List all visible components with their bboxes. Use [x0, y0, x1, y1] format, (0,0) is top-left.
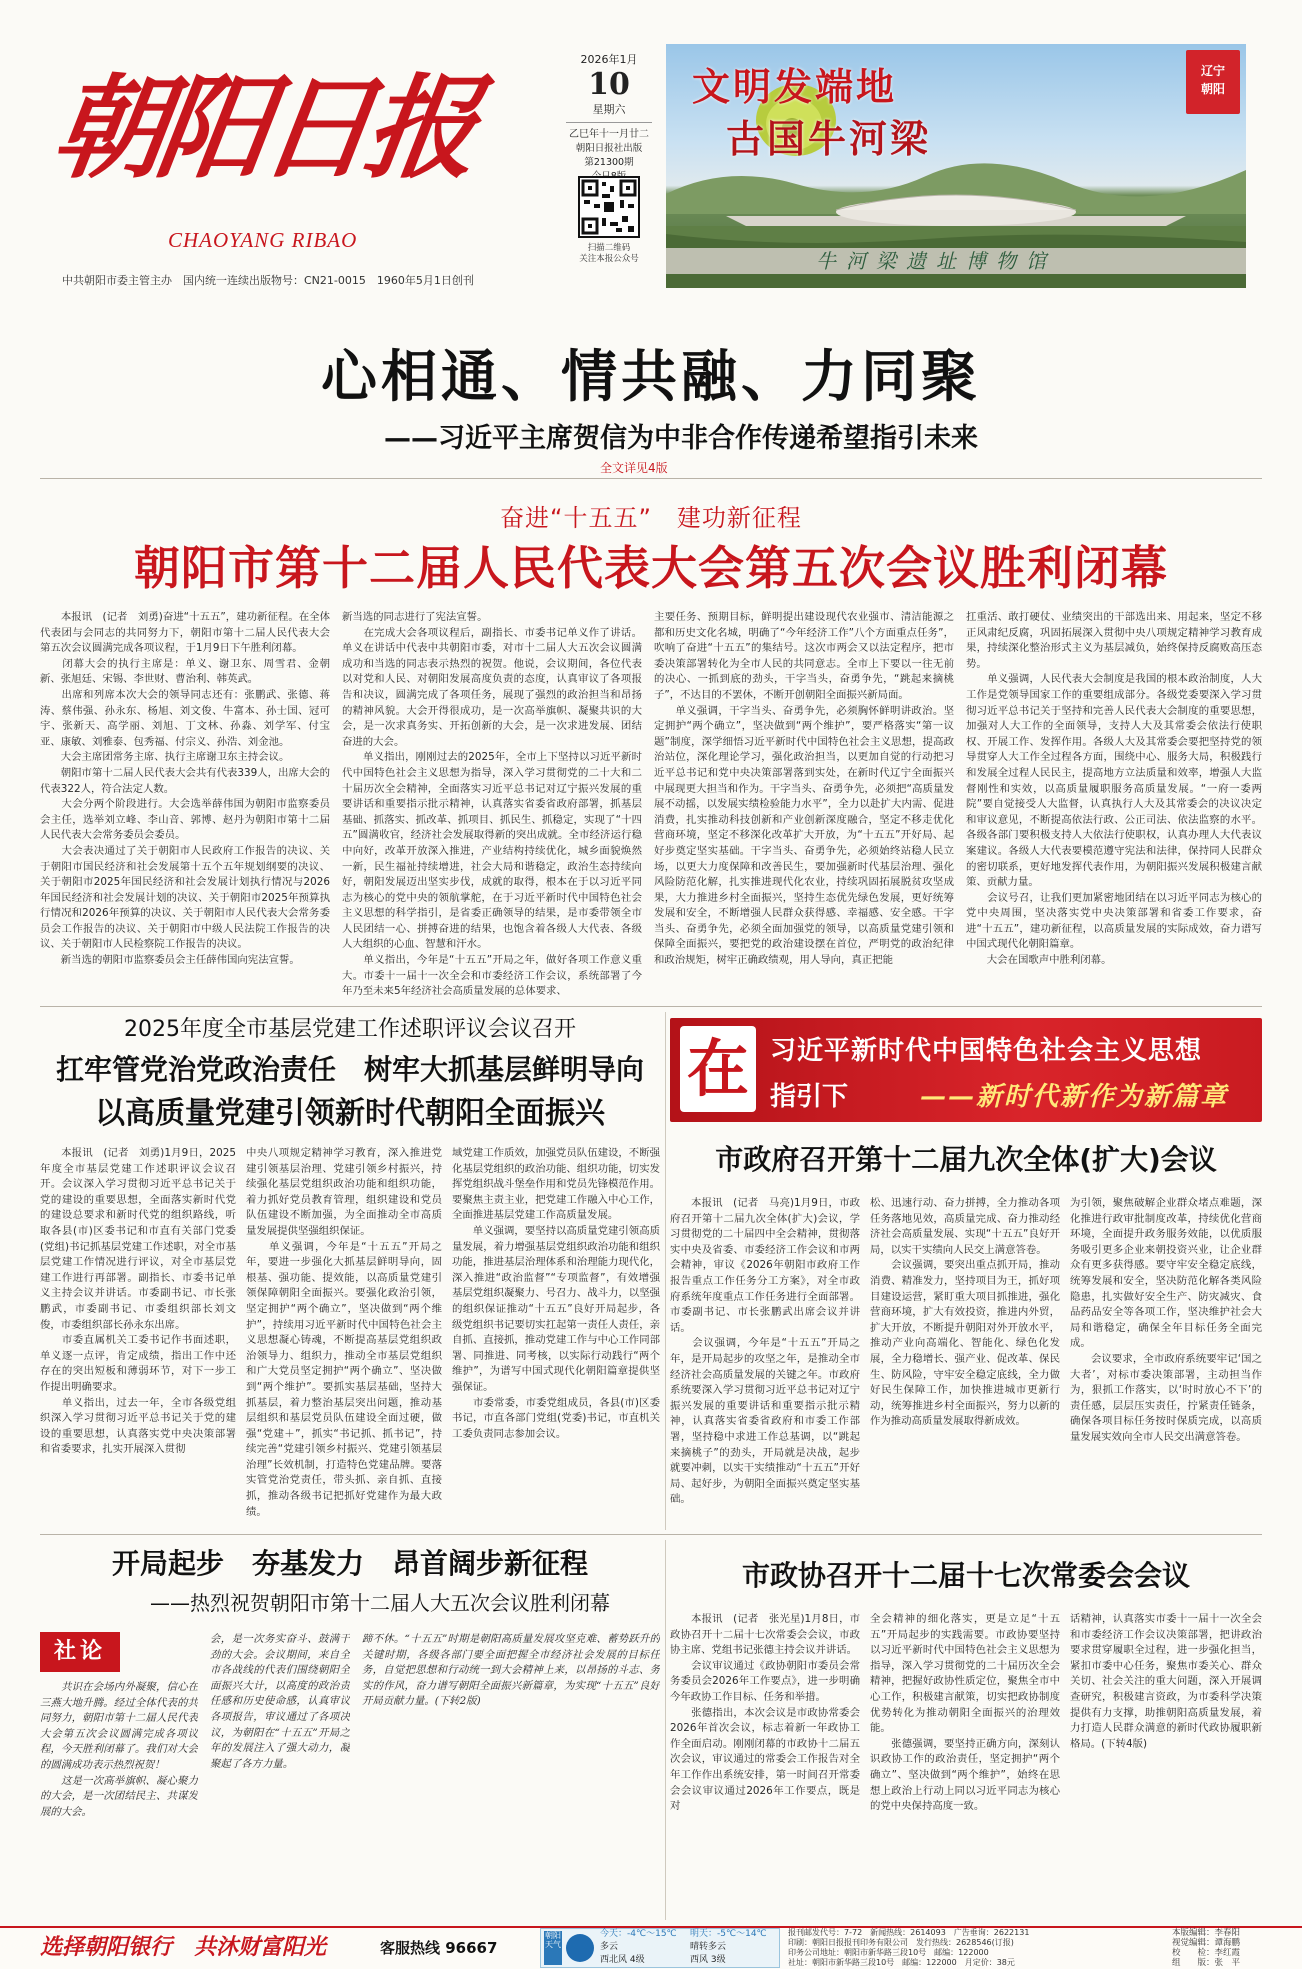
banner-line-3: ——新时代新作为新篇章 [920, 1082, 1229, 1112]
staff-credit-layout: 组 版：张 平 [1172, 1958, 1241, 1968]
story3-column-3: 为引领，聚焦破解企业群众堵点难题，深化推进行政审批制度改革，持续优化营商环境，全面提升政务服务效能，以优质服务吸引更多企业来朝投资兴业，让企业群众有更多获得感。要守牢安全稳定底线，统筹发展和安全，坚决防范化解各类风险隐患，扎实做好安全生产、防灾减灾、食品药品安全等各项工作，坚决维护社会大局和谐稳定，确保全年目标任务全面完成。 会议要求，全市政府系统要牢记‘国之大者’，对标市委决策部署，主动担当作为，狠抓工作落实，以‘时时放心不下’的责任感，层层压实责任，拧紧责任链条，确保各项目标任务按时保质完成，以高质量发展实效向全市人民交出满意答卷。 [1070, 1197, 1262, 1443]
lead-jump[interactable]: 全文详见4版 [600, 461, 668, 475]
story2-headline-2[interactable]: 以高质量党建引领新时代朝阳全面振兴 [95, 1096, 605, 1131]
weather-tomorrow [690, 1928, 767, 1967]
date-year-month: 2026年1月 [580, 53, 638, 66]
editorial-label: 社论 [40, 1632, 120, 1672]
masthead [0, 0, 1302, 296]
story2-kicker: 2025年度全市基层党建工作述职评议会议召开 [124, 1017, 576, 1042]
story2-headline-1[interactable]: 扛牢管党治党政治责任 树牢大抓基层鲜明导向 [55, 1053, 644, 1086]
weather-today-label: 今天： [600, 1929, 628, 1939]
editorial-headline[interactable]: 开局起步 夯基发力 昂首阔步新征程 [111, 1547, 588, 1580]
promo-badge-line1: 辽宁 [1200, 64, 1225, 78]
masthead-title: 朝阳日报 [44, 63, 480, 194]
editorial-column-2: 会，是一次务实奋斗、鼓满干劲的大会。会议期间，来自全市各战线的代表们围绕朝阳全面振兴大计，以高度的政治责任感和历史使命感，认真审议各项报告，审议通过了各项决议，为朝阳在“十五五”开局之年的发展注入了强大动力，凝聚起了各方力量。 [210, 1633, 350, 1770]
qr-caption-line1: 扫描二维码 [587, 243, 631, 253]
weather-tomorrow-label: 明天： [690, 1929, 718, 1939]
story2-column-2: 中央八项规定精神学习教育，深入推进党建引领基层治理、党建引领乡村振兴，持续强化基层党组织政治功能和组织功能，着力抓好党员教育管理，组织建设和党员队伍建设不断加强，为全面推动全市高质量发展提供坚强组织保证。 单义强调，今年是“十五五”开局之年，要进一步强化大抓基层鲜明导向，固根基、强功能、提效能，以高质量党建引领保障朝阳全面振兴。要强化政治引领，坚定拥护“两个确立”，坚决做到“两个维护”，持续用习近平新时代中国特色社会主义思想凝心铸魂，不断提高基层党组织政治领导力、组织力，推动全市基层党组织和广大党员坚定拥护“两个确立”、坚决做到“两个维护”。要抓实基层基础，坚持大抓基层，着力整治基层突出问题，推动基层组织和基层党员队伍建设全面过硬，做强“党建＋”，抓实“书记抓、抓书记”，持续完善“党建引领乡村振兴、党建引领基层治理”长效机制，打造特色党建品牌。要落实管党治党责任，带头抓、亲自抓、直接抓，推动各级书记把抓好党建作为最大政绩。 [246, 1147, 442, 1518]
publication-info-1: 报刊邮发代号：7-72 新闻热线：2614093 广告垂询：2622131 [788, 1928, 1030, 1937]
banner-big-char: 在 [680, 1026, 756, 1112]
story4-column-3: 话精神，认真落实市委十一届十一次全会和市委经济工作会议决策部署，把讲政治要求贯穿履职全过程，进一步强化担当，紧扣市委中心任务，聚焦市委关心、群众关切、社会关注的重大问题，深入开展调查研究，积极建言资政，为市委科学决策提供有力支撑，助推朝阳高质量发展，着力打造人民群众满意的新时代政协履职新格局。(下转4版) [1070, 1613, 1262, 1750]
story1-column-1: 本报讯 (记者 刘勇)奋进“十五五”，建功新征程。在全体代表团与会同志的共同努力下，朝阳市第十二届人民代表大会第五次会议圆满完成各项议程，于1月9日下午胜利闭幕。 闭幕大会的执行主席是：单义、谢卫东、周雪君、金朝新、张旭廷、宋锡、李世财、曹治利、韩英武。 出席和列席本次大会的领导同志还有：张鹏武、张德、蒋涛、蔡伟强、孙永东、杨旭、刘文俊、牛富本、孙士国、冠可宇、张新天、高学丽、刘旭、丁文林、孙淼、刘学军、付宝亚、康敏、刘雅泰、包秀福、付宗义、孙浩、刘金池。 大会主席团常务主席、执行主席谢卫东主持会议。 朝阳市第十二届人民代表大会共有代表339人，出席大会的代表322人，符合法定人数。 大会分两个阶段进行。大会选举薛伟国为朝阳市监察委员会主任，选举刘立峰、李山音、郭博、赵丹为朝阳市第十二届人民代表大会常务委员会委员。 大会表决通过了关于朝阳市人民政府工作报告的决议、关于朝阳市国民经济和社会发展第十五个五年规划纲要的决议、关于朝阳市2025年国民经济和社会发展计划执行情况与2026年国民经济和社会发展计划的决议、关于朝阳市2025年预算执行情况和2026年预算的决议、关于朝阳市人民代表大会常务委员会工作报告的决议、关于朝阳市中级人民法院工作报告的决议、关于朝阳市人民检察院工作报告的决议。 新当选的朝阳市监察委员会主任薛伟国向宪法宣誓。 [40, 611, 330, 967]
story3-column-1: 本报讯 (记者 马亮)1月9日，市政府召开第十二届九次全体(扩大)会议，学习贯彻党的二十届四中全会精神，贯彻落实中央及省委、市委经济工作会议和市两会精神，审议《2026年朝阳市政府工作报告重点工作任务分工方案》，对全市政府系统年度重点工作任务进行全面部署。市委副书记、市长张鹏武出席会议并讲话。 会议强调，今年是“十五五”开局之年，是开局起步的攻坚之年，是推动全市经济社会高质量发展的关键之年。市政府系统要深入学习贯彻习近平总书记对辽宁振兴发展的重要讲话和重要指示批示精神，认真落实省委省政府和市委工作部署，坚持稳中求进工作总基调，以“跳起来摘桃子”的劲头，开局就是决战，起步就要冲刺，以实干实绩推动“十五五”开好局、起好步，为朝阳全面振兴奠定坚实基础。 [670, 1197, 860, 1506]
bank-ad-slogan[interactable]: 选择朝阳银行 共沐财富阳光 [40, 1934, 327, 1960]
promo-badge-line2: 朝阳 [1200, 82, 1225, 96]
story1-headline[interactable]: 朝阳市第十二届人民代表大会第五次会议胜利闭幕 [134, 541, 1168, 595]
weather-today-cond: 多云 [600, 1942, 619, 1952]
promo-title-1: 文明发端地 [692, 64, 898, 109]
story4-headline[interactable]: 市政协召开十二届十七次常委会会议 [741, 1559, 1190, 1592]
date-block [560, 52, 658, 184]
weather-tomorrow-temp: -5℃～14℃ [717, 1929, 767, 1939]
issue-number: 第21300期 [584, 157, 634, 168]
staff-credits [1172, 1928, 1272, 1968]
qr-caption-line2: 关注本报公众号 [579, 254, 639, 264]
lead-subhead: ——习近平主席贺信为中非合作传递希望指引未来 [384, 423, 978, 454]
promo-title-2: 古国牛河梁 [726, 116, 932, 161]
masthead-meta: 中共朝阳市委主管主办 国内统一连续出版物号：CN21-0015 1960年5月1日创刊 [62, 274, 474, 287]
weather-tomorrow-wind: 西风 3级 [690, 1955, 726, 1965]
date-day: 10 [588, 67, 630, 102]
staff-credit-visual: 视觉编辑：谭海鹏 [1172, 1938, 1241, 1948]
bank-ad-hotline[interactable]: 客服热线 96667 [380, 1939, 498, 1957]
publisher: 朝阳日报社出版 [575, 143, 643, 154]
story1-column-4: 扛重活、敢打硬仗、业绩突出的干部选出来、用起来，坚定不移正风肃纪反腐，巩固拓展深入贯彻中央八项规定精神学习教育成果，持续深化整治形式主义为基层减负，始终保持反腐败高压态势。 单义强调，人民代表大会制度是我国的根本政治制度，人大工作是党领导国家工作的重要组成部分。各级党委要深入学习贯彻习近平总书记关于坚持和完善人民代表大会制度的重要思想，加强对人大工作的全面领导，支持人大及其常委会依法行使职权、开展工作、发挥作用。各级人大及其常委会要把坚持党的领导贯穿人大工作全过程各方面，围绕中心、服务大局，积极践行和发展全过程人民民主，提高地方立法质量和效率，增强人大监督刚性和实效，以高质量履职服务高质量发展。“一府一委两院”要自觉接受人大监督，认真执行人大及其常委会的决议决定和审议意见，不断提高依法行政、公正司法、依法监察的水平。各级各部门要积极支持人大依法行使职权，认真办理人大代表议案建议。各级人大代表要模范遵守宪法和法律，保持同人民群众的密切联系，更好地发挥代表作用，为朝阳振兴发展积极建言献策、贡献力量。 会议号召，让我们更加紧密地团结在以习近平同志为核心的党中央周围，坚决落实党中央决策部署和省委工作要求，奋进“十五五”，建功新征程，以高质量发展的实际成效，奋力谱写中国式现代化朝阳篇章。 大会在国歌声中胜利闭幕。 [966, 611, 1262, 967]
publication-info-3: 印务公司地址：朝阳市新华路三段10号 邮编：122000 [788, 1948, 989, 1957]
xi-thought-banner[interactable] [670, 1018, 1262, 1122]
banner-line-1: 习近平新时代中国特色社会主义思想 [770, 1036, 1203, 1066]
story1-column-3: 主要任务、预期目标，鲜明提出建设现代农业强市、清洁能源之都和历史文化名城，明确了“今年经济工作”八个方面重点任务”，吹响了奋进“十五五”的集结号。这次市两会又以法定程序，把市委决策部署转化为全市人民的共同意志。全市上下要以一往无前的决心、一抓到底的劲头，干字当头，奋勇争先，“跳起来摘桃子”，不达目的不罢休，不断开创朝阳全面振兴新局面。 单义强调，干字当头、奋勇争先，必须胸怀鲜明讲政治。坚定拥护“两个确立”，坚决做到“两个维护”，要严格落实“第一议题”制度，深学细悟习近平新时代中国特色社会主义思想，提高政治站位，深化理论学习，强化政治担当，以更加自觉的行动把习近平总书记和党中央决策部署落到实处，在新时代辽宁全面振兴中展现更大担当和作为。干字当头、奋勇争先，必须把“高质量发展不动摇，以发展实绩检验能力水平”，全力以赴扩大内需、促进消费，扎实推动科技创新和产业创新深度融合，坚定不移走优化营商环境，坚定不移深化改革扩大开放，为“十五五”开好局、起好步奠定坚实基础。干字当头、奋勇争先，必须始终站稳人民立场，以更大力度保障和改善民生，要加强新时代基层治理、强化风险防范化解，扎实推进现代化农业，持续巩固拓展脱贫攻坚成果，大力推进乡村全面振兴，坚持生态优先绿色发展，更好统筹发展和安全，不断增强人民群众获得感、幸福感、安全感。干字当头、奋勇争先，必须全面加强党的领导，以高质量党建引领和保障全面振兴，要把党的政治建设摆在首位，严明党的政治纪律和政治规矩，树牢正确政绩观，用人导向，真正把能 [654, 611, 954, 967]
editorial-column-3: 蹄不休。“十五五”时期是朝阳高质量发展攻坚克难、蓄势跃升的关键时期，各级各部门要全面把握全市经济社会发展的目标任务，自觉把思想和行动统一到大会精神上来，以昂扬的斗志、务实的作风，奋力谱写朝阳全面振兴新篇章，为实现“十五五”良好开局贡献力量。(下转2版) [362, 1633, 660, 1708]
museum-sign-text: 牛河梁遗址博物馆 [816, 249, 1056, 273]
weather-today-temp: -4℃～15℃ [627, 1929, 677, 1939]
promo-photo [666, 44, 1246, 288]
qr-code[interactable] [578, 176, 640, 238]
weather-icon [566, 1934, 594, 1962]
story4-column-1: 本报讯 (记者 张光星)1月8日，市政协召开十二届十七次常委会会议，市政协主席、党组书记张德主持会议并讲话。 会议审议通过《政协朝阳市委员会常务委员会2026年工作要点》，进一步明确今年政协工作目标、任务和举措。 张德指出，本次会议是市政协常委会2026年首次会议，标志着新一年政协工作全面启动。刚刚闭幕的市政协十二届五次会议，审议通过的常委会工作报告对全年工作作出系统安排，第一时间召开常委会会议审议通过2026年工作要点，既是对 [670, 1613, 860, 1813]
staff-credit-proof: 校 检：李红霞 [1172, 1948, 1241, 1958]
weather-tomorrow-cond: 晴转多云 [690, 1942, 727, 1952]
weather-today [600, 1928, 677, 1967]
story1-kicker: 奋进“十五五” 建功新征程 [500, 504, 802, 532]
staff-credit-editor: 本版编辑：李春阳 [1172, 1928, 1241, 1938]
editorial-column-1: 共识在会场内外凝聚，信心在三燕大地升腾。经过全体代表的共同努力，朝阳市第十二届人民代表大会第五次会议圆满完成各项议程，今天胜利闭幕了。我们对大会的圆满成功表示热烈祝贺！ 这是一次高举旗帜、凝心聚力的大会，是一次团结民主、共谋发展的大会。 [40, 1681, 198, 1818]
weather-today-wind: 西北风 4级 [600, 1955, 645, 1965]
promo-badge [1186, 50, 1240, 114]
publication-info-4: 社址：朝阳市新华路三段10号 邮编：122000 月定价：38元 [788, 1958, 1015, 1967]
story4-column-2: 全会精神的细化落实，更是立足“十五五”开局起步的实践需要。市政协要坚持以习近平新时代中国特色社会主义思想为指导，深入学习贯彻党的二十届历次全会精神，把握好政协性质定位，聚焦全市中心工作，积极建言献策，切实把政协制度优势转化为推动朝阳全面振兴的治理效能。 张德强调，要坚持正确方向，深刻认识政协工作的政治责任，坚定拥护“两个确立”、坚决做到“两个维护”，始终在思想上政治上行动上同以习近平同志为核心的党中央保持高度一致。 [870, 1613, 1060, 1813]
qr-caption [560, 243, 658, 265]
publication-info-2: 印刷：朝阳日报报刊印务有限公司 发行热线：2628546(订报) [788, 1938, 1014, 1947]
editorial-subhead: ——热烈祝贺朝阳市第十二届人大五次会议胜利闭幕 [150, 1591, 610, 1615]
story3-column-2: 松、迅速行动、奋力拼搏，全力推动各项任务落地见效，高质量完成、奋力推动经济社会高质量发展、实现“十五五”良好开局，以实干实绩向人民交上满意答卷。 会议强调，要突出重点抓开局，推动消费、精准发力，坚持项目为王，抓好项目建设运营，紧盯重大项目抓推进，强化营商环境，扩大有效投资，推进内外贸，扩大开放，不断提升朝阳对外开放水平，推动产业向高端化、智能化、绿色化发展，全力稳增长、强产业、促改革、保民生、防风险，守牢安全稳定底线，全力做好民生保障工作，加快推进城市更新行动，统筹推进乡村全面振兴，努力以新的作为推动高质量发展取得新成效。 [870, 1197, 1060, 1428]
story2-column-1: 本报讯 (记者 刘勇)1月9日，2025年度全市基层党建工作述职评议会议召开。会议深入学习贯彻习近平总书记关于党的建设的重要思想，全面落实新时代党的建设总要求和新时代党的组织路线，听取各县(市)区委书记和市直有关部门党委(党组)书记抓基层党建工作述职，对全市基层党建工作情况进行评议，对全市基层党建工作进行再部署。副指长、市委书记单义主持会议并讲话。市委副书记、市长张鹏武，市委副书记、市委组织部长刘文俊，市委组织部长孙永东出席。 市委直属机关工委书记作书面述职，单义逐一点评，肯定成绩，指出工作中还存在的突出短板和薄弱环节，对下一步工作提出明确要求。 单义指出，过去一年，全市各级党组织深入学习贯彻习近平总书记关于党的建设的重要思想，认真落实党中央决策部署和省委要求，扎实开展深入贯彻 [40, 1147, 236, 1456]
date-weekday: 星期六 [592, 103, 626, 116]
story1-column-2: 新当选的同志进行了宪法宣誓。 在完成大会各项议程后，副指长、市委书记单义作了讲话。单义在讲话中代表中共朝阳市委，对市十二届人大五次会议圆满成功和当选的同志表示热烈的祝贺。他说，会议期间，各位代表以对党和人民、对朝阳发展高度负责的态度，认真审议了各项报告和决议，圆满完成了各项任务，展现了强烈的政治担当和昂扬的精神风貌。大会开得很成功，是一次高举旗帜、凝聚共识的大会，是一次求真务实、开拓创新的大会，是一次求进发展、团结奋进的大会。 单义指出，刚刚过去的2025年，全市上下坚持以习近平新时代中国特色社会主义思想为指导，深入学习贯彻党的二十大和二十届历次全会精神，全面落实习近平总书记对辽宁振兴发展的重要讲话和重要指示批示精神，认真落实省委省政府部署，抓基层基础、抓落实、抓改革、抓项目、抓民生、抓稳定，实现了“十四五”圆满收官，经济社会发展取得新的突出成就。全市经济运行稳中向好，改革开放深入推进，产业结构持续优化，城乡面貌焕然一新，民生福祉持续增进，社会大局和谐稳定，政治生态持续向好，朝阳发展迈出坚实步伐，成就的取得，根本在于以习近平同志为核心的党中央的领航掌舵，在于习近平新时代中国特色社会主义思想的科学指引，是省委正确领导的结果，是市委带领全市人民团结一心、拼搏奋进的结果，也饱含着各级人大代表、各级人大组织的心血、智慧和汗水。 单义指出，今年是“十五五”开局之年，做好各项工作意义重大。市委十一届十一次全会和市委经济工作会议，系统部署了今年乃至未来5年经济社会高质量发展的总体要求、 [342, 611, 642, 998]
weather-label: 朝阳天气 [544, 1931, 562, 1965]
publication-info [788, 1928, 1128, 1968]
masthead-pinyin: CHAOYANG RIBAO [168, 228, 358, 252]
lead-headline[interactable]: 心相通、情共融、力同聚 [321, 345, 981, 410]
story2-column-3: 域党建工作质效，加强党员队伍建设，不断强化基层党组织的政治功能、组织功能，切实发挥党组织战斗堡垒作用和党员先锋模范作用。要聚焦主责主业，把党建工作融入中心工作，全面推进基层党建工作高质量发展。 单义强调，要坚持以高质量党建引领高质量发展，着力增强基层党组织政治功能和组织功能，推进基层治理体系和治理能力现代化，深入推进“政治监督”“专项监督”，有效增强基层党组织凝聚力、号召力、战斗力，以坚强的组织保证推动“十五五”良好开局起步，各级党组织书记要切实扛起第一责任人责任，亲自抓、直接抓，推动党建工作与中心工作同部署、同推进、同考核，以实际行动践行“两个维护”，为谱写中国式现代化朝阳篇章提供坚强保证。 市委常委，市委党组成员，各县(市)区委书记，市直各部门党组(党委)书记，市直机关工委负责同志参加会议。 [452, 1147, 660, 1440]
banner-line-2: 指引下 [770, 1082, 849, 1112]
date-lunar: 乙巳年十一月廿二 [569, 129, 649, 140]
story3-headline[interactable]: 市政府召开第十二届九次全体(扩大)会议 [715, 1143, 1217, 1176]
